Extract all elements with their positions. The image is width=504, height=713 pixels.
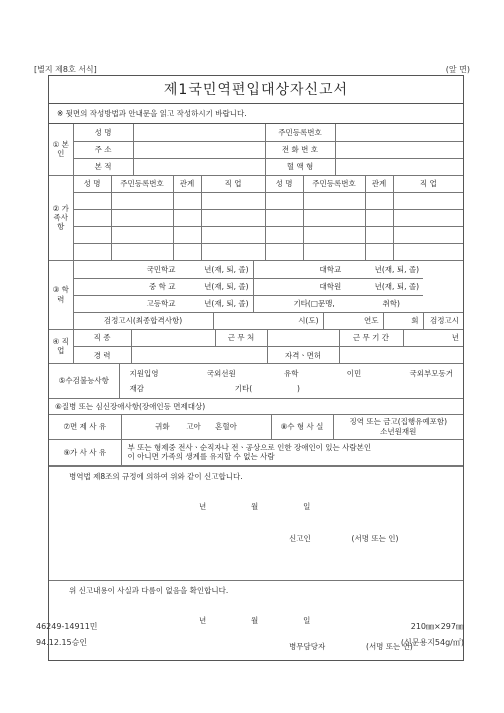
section-education <box>49 261 463 330</box>
family-cell[interactable] <box>111 227 173 244</box>
confirmation-text: 위 신고내용이 사실과 다름이 없음을 확인합니다. <box>69 586 229 595</box>
family-cell[interactable] <box>173 210 201 227</box>
section-job <box>49 330 463 365</box>
option-emigrate: 이민 <box>346 368 362 378</box>
declaration-date[interactable] <box>199 501 310 512</box>
family-header: 성 명 <box>73 176 111 193</box>
section-family-reason <box>49 440 463 467</box>
family-cell[interactable] <box>173 193 201 210</box>
family-cell[interactable] <box>393 210 463 227</box>
option-orphan: 고아 <box>186 422 201 432</box>
sentence-options[interactable] <box>333 415 463 439</box>
family-header: 관계 <box>365 176 393 193</box>
other-edu-row[interactable] <box>253 295 423 312</box>
footer-code: 46249-14911민 <box>36 622 98 631</box>
family-cell[interactable] <box>201 193 265 210</box>
section-job-label: ④ 직업 <box>49 330 73 364</box>
exemption-label: ⑦면 제 사 유 <box>49 415 121 439</box>
family-row <box>49 244 463 261</box>
family-cell[interactable] <box>73 227 111 244</box>
section-disease <box>49 399 463 416</box>
reporter-signature[interactable] <box>289 533 398 544</box>
family-header: 성 명 <box>265 176 303 193</box>
high-status: 년(재, 퇴, 졸) <box>204 299 249 308</box>
career-field[interactable] <box>131 347 267 364</box>
footer-paper: (신문용지54g/㎡) <box>400 638 464 647</box>
family-header: 직 업 <box>393 176 463 193</box>
ged-label: 검정고시(최종합격사항) <box>73 312 213 329</box>
blood-label: 혈 액 형 <box>265 158 335 175</box>
footer-approval: 94.12.15승인 <box>36 638 88 647</box>
exemption-options[interactable] <box>121 415 271 439</box>
family-cell[interactable] <box>393 244 463 261</box>
decl-day: 일 <box>303 502 311 511</box>
reporter-label: 신고인 <box>289 534 311 543</box>
option-prison: 재감 <box>129 383 144 393</box>
option-enlist: 지원입영 <box>129 368 159 378</box>
family-header: 관계 <box>173 176 201 193</box>
license-field[interactable] <box>339 347 463 364</box>
name-label: 성 명 <box>73 124 133 141</box>
confirmation-block <box>49 580 463 660</box>
family-cell[interactable] <box>303 193 365 210</box>
address-label: 주 소 <box>73 141 133 158</box>
middle-school-label: 중 학 교 <box>149 282 176 291</box>
option-sailor: 국외선원 <box>206 368 236 378</box>
family-cell[interactable] <box>393 193 463 210</box>
conf-year: 년 <box>199 616 207 625</box>
family-reason-text[interactable] <box>121 440 463 466</box>
workplace-field[interactable] <box>267 330 339 347</box>
section-exemption <box>49 415 463 440</box>
family-cell[interactable] <box>303 244 365 261</box>
college-status: 년(재, 퇴, 졸) <box>374 264 420 274</box>
grad-school-label: 대학원 <box>319 282 342 291</box>
form-title: 제1국민역편입대상자신고서 <box>49 76 463 104</box>
section-exam-label: ⑤수검불능사항 <box>49 364 119 398</box>
family-header: 직 업 <box>201 176 265 193</box>
college-row[interactable] <box>253 261 423 278</box>
family-cell[interactable] <box>365 210 393 227</box>
report-form <box>48 75 464 661</box>
family-cell[interactable] <box>265 227 303 244</box>
option-study: 유학 <box>283 368 299 378</box>
section-exam-inability <box>49 364 463 399</box>
family-cell[interactable] <box>365 193 393 210</box>
high-school-label: 고등학교 <box>146 299 176 308</box>
officer-sign: (서명 또는 인) <box>366 642 413 651</box>
exam-options-row1 <box>126 366 462 381</box>
decl-month: 월 <box>251 502 259 511</box>
officer-signature[interactable] <box>289 641 413 652</box>
decl-year: 년 <box>199 502 207 511</box>
college-label: 대학교 <box>319 264 342 274</box>
family-cell[interactable] <box>173 227 201 244</box>
family-row <box>49 193 463 210</box>
family-cell[interactable] <box>365 227 393 244</box>
job-type-field[interactable] <box>131 330 215 347</box>
other-edu-tail: 취학) <box>382 299 400 308</box>
declaration-block <box>49 466 463 580</box>
blood-field[interactable] <box>335 158 463 175</box>
family-cell[interactable] <box>73 244 111 261</box>
option-mixed: 혼혈아 <box>215 422 237 432</box>
family-cell[interactable] <box>201 210 265 227</box>
phone-label: 전 화 번 호 <box>265 141 335 158</box>
elem-status: 년(재, 퇴, 졸) <box>204 264 249 274</box>
sentence-line2: 소년원재원 <box>380 426 417 436</box>
family-row <box>49 210 463 227</box>
family-cell[interactable] <box>201 244 265 261</box>
page-side: (앞 면) <box>445 65 470 74</box>
reg-no-field[interactable] <box>335 124 463 141</box>
elem-school-row[interactable] <box>73 261 253 278</box>
confirmation-date[interactable] <box>199 615 310 626</box>
section-disease-label[interactable]: ⑥질병 또는 심신장애사항(장애인등 면제대상) <box>49 399 463 415</box>
sentence-line1: 징역 또는 금고(집행유예포함) <box>349 417 448 427</box>
name-field[interactable] <box>133 124 265 141</box>
notice-text: ※ 뒷면의 작성방법과 안내문을 읽고 작성하시기 바랍니다. <box>49 104 463 124</box>
family-cell[interactable] <box>265 210 303 227</box>
family-reason-label: ⑨가 사 사 유 <box>49 440 121 466</box>
top-line <box>34 64 470 75</box>
ged-year[interactable]: 연도 <box>323 312 383 329</box>
conf-day: 일 <box>303 616 311 625</box>
footer-size: 210㎜×297㎜ <box>410 622 464 631</box>
family-cell[interactable] <box>173 244 201 261</box>
middle-school-row[interactable] <box>73 278 253 295</box>
ged-round[interactable]: 회 <box>383 312 423 329</box>
option-other-close: ) <box>296 383 300 393</box>
workplace-label: 근 무 처 <box>215 330 267 347</box>
conf-month: 월 <box>251 616 259 625</box>
phone-field[interactable] <box>335 141 463 158</box>
section-self-label: ① 본인 <box>49 124 73 175</box>
work-period-label: 근 무 기 간 <box>339 330 403 347</box>
family-cell[interactable] <box>303 210 365 227</box>
option-parents: 국외부모동거 <box>409 368 453 378</box>
grad-status: 년(재, 퇴, 졸) <box>374 282 420 291</box>
high-school-row[interactable] <box>73 295 253 312</box>
option-naturalized: 귀화 <box>155 422 170 432</box>
family-cell[interactable] <box>111 193 173 210</box>
family-cell[interactable] <box>111 210 173 227</box>
family-cell[interactable] <box>265 193 303 210</box>
other-edu-label: 기타(□문맹, <box>293 299 335 308</box>
family-cell[interactable] <box>365 244 393 261</box>
reg-no-label: 주민등록번호 <box>265 124 335 141</box>
ged-region[interactable]: 시(도) <box>213 312 323 329</box>
section-family <box>49 176 463 262</box>
option-other: 기타( <box>234 383 253 393</box>
family-cell[interactable] <box>303 227 365 244</box>
section-family-label: ② 가족사항 <box>49 176 73 261</box>
family-header: 주민등록번호 <box>111 176 173 193</box>
elem-school-label: 국민학교 <box>146 264 176 274</box>
family-cell[interactable] <box>111 244 173 261</box>
family-cell[interactable] <box>393 227 463 244</box>
origin-field[interactable] <box>133 158 265 175</box>
declaration-text: 병역법 제8조의 규정에 의하여 위와 같이 신고합니다. <box>69 472 243 481</box>
grad-school-row[interactable] <box>253 278 423 295</box>
job-type-label: 직 종 <box>73 330 131 347</box>
family-cell[interactable] <box>73 193 111 210</box>
officer-label: 병무담당자 <box>289 642 326 651</box>
section-self <box>49 124 463 176</box>
family-cell[interactable] <box>201 227 265 244</box>
family-row <box>49 227 463 244</box>
family-header: 주민등록번호 <box>303 176 365 193</box>
ged-type[interactable]: 검정고시 <box>423 312 463 329</box>
work-period-field[interactable]: 년 <box>403 330 463 347</box>
reporter-sign: (서명 또는 인) <box>351 534 399 543</box>
sentence-label: ⑧수 형 사 실 <box>271 415 333 439</box>
section-education-label: ③ 학력 <box>49 261 73 329</box>
middle-status: 년(재, 퇴, 졸) <box>204 282 249 291</box>
address-field[interactable] <box>133 141 265 158</box>
exam-options-row2 <box>126 381 462 396</box>
career-label: 경 력 <box>73 347 131 364</box>
license-label: 자격ㆍ면허 <box>267 347 339 364</box>
origin-label: 본 적 <box>73 158 133 175</box>
exam-inability-options[interactable] <box>119 364 463 398</box>
family-reason-line2: 이 아니면 가족의 생계를 유지할 수 없는 사람 <box>127 452 275 462</box>
family-reason-line1: 부 또는 형제중 전사ㆍ순직자나 전ㆍ공상으로 인한 장애인이 있는 사람본인 <box>127 442 372 452</box>
family-cell[interactable] <box>73 210 111 227</box>
form-number: [별지 제8호 서식] <box>34 65 97 74</box>
family-cell[interactable] <box>265 244 303 261</box>
